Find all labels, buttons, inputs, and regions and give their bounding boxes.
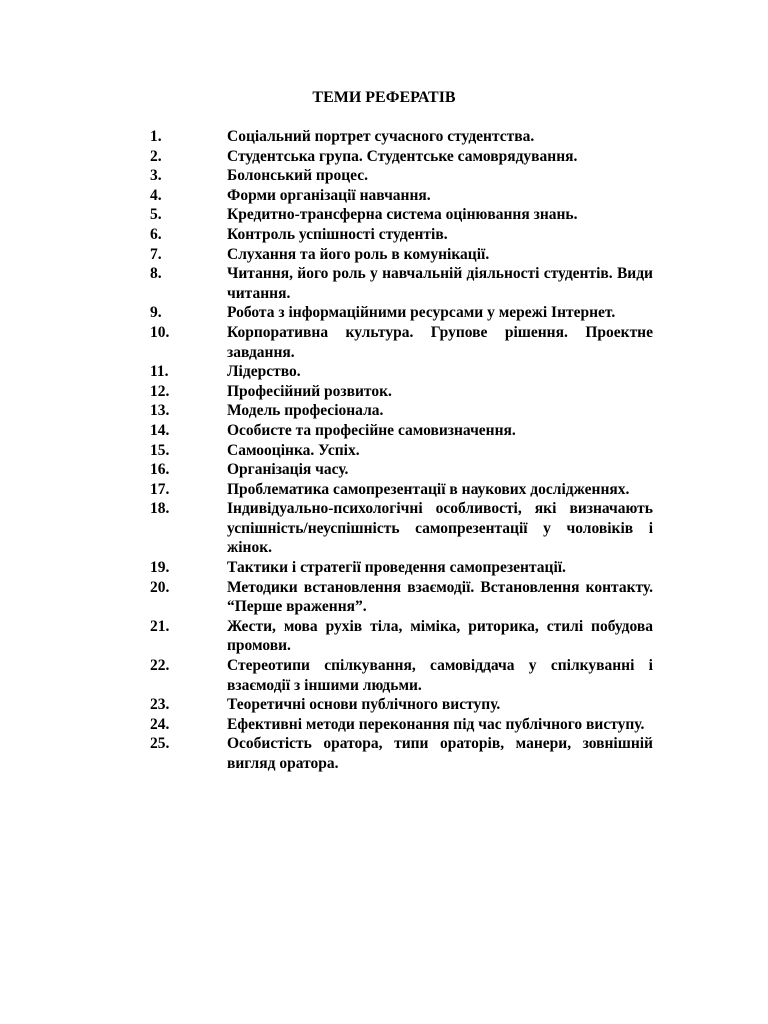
list-item [150, 656, 653, 695]
topic-number: 12. [150, 382, 170, 400]
topic-number: 10. [150, 323, 170, 341]
list-item [150, 460, 653, 480]
topic-text: Робота з інформаційними ресурсами у мережі Інтернет. [227, 304, 616, 322]
topic-text: Особистість оратора, типи ораторів, манери, зовнішній вигляд оратора. [227, 735, 653, 772]
list-item [150, 558, 653, 578]
list-item [150, 480, 653, 500]
topic-text: Професійний розвиток. [227, 382, 392, 400]
topic-text: Контроль успішності студентів. [227, 225, 448, 243]
topic-number: 5. [150, 206, 162, 224]
topic-number: 9. [150, 304, 162, 322]
list-item [150, 166, 653, 186]
list-item [150, 225, 653, 245]
topic-text: Ефективні методи переконання під час публічного виступу. [227, 715, 645, 733]
topic-number: 2. [150, 147, 162, 165]
topic-number: 23. [150, 696, 170, 714]
topic-text: Кредитно-трансферна система оцінювання знань. [227, 206, 578, 224]
list-item [150, 734, 653, 773]
topic-number: 3. [150, 167, 162, 185]
topic-text: Читання, його роль у навчальній діяльності студентів. Види читання. [227, 265, 653, 302]
topic-text: Болонський процес. [227, 167, 368, 185]
list-item [150, 303, 653, 323]
topic-number: 17. [150, 480, 170, 498]
list-item [150, 264, 653, 303]
topic-text: Організація часу. [227, 461, 349, 479]
list-item [150, 715, 653, 735]
topic-text: Студентська група. Студентське самоврядування. [227, 147, 578, 165]
topic-text: Тактики і стратегії проведення самопрезентації. [227, 559, 566, 577]
topic-text: Соціальний портрет сучасного студентства. [227, 128, 535, 145]
topic-number: 19. [150, 559, 170, 577]
list-item [150, 186, 653, 206]
topic-list [150, 127, 653, 774]
topic-number: 25. [150, 735, 170, 753]
topic-text: Корпоративна культура. Групове рішення. Проектне завдання. [227, 323, 653, 361]
topic-text: Жести, мова рухів тіла, міміка, риторика, стилі побудова промови. [227, 617, 653, 655]
list-item [150, 205, 653, 225]
topic-text: Особисте та професійне самовизначення. [227, 421, 516, 439]
topic-text: Форми організації навчання. [227, 186, 431, 204]
list-item [150, 362, 653, 382]
topic-number: 21. [150, 617, 170, 635]
topic-number: 11. [150, 363, 169, 381]
topic-text: Модель професіонала. [227, 402, 384, 420]
topic-text: Самооцінка. Успіх. [227, 441, 360, 459]
list-item [150, 421, 653, 441]
list-item [150, 617, 653, 656]
topic-text: Слухання та його роль в комунікації. [227, 245, 490, 263]
topic-text: Індивідуально-психологічні особливості, які визначають успішність/неуспішність самопрезентації у чоловіків і жінок. [227, 500, 653, 557]
topic-number: 14. [150, 421, 170, 439]
topic-text: Лідерство. [227, 363, 301, 381]
topic-number: 6. [150, 225, 162, 243]
list-item [150, 147, 653, 167]
topic-number: 13. [150, 402, 170, 420]
topic-number: 22. [150, 657, 170, 675]
topic-number: 20. [150, 578, 170, 596]
list-item [150, 323, 653, 362]
topic-number: 24. [150, 715, 170, 733]
topic-text: Методики встановлення взаємодії. Встановлення контакту. “Перше враження”. [227, 578, 653, 616]
list-item [150, 695, 653, 715]
topic-text: Стереотипи спілкування, самовіддача у спілкуванні і взаємодії з іншими людьми. [227, 657, 653, 694]
topic-number: 1. [150, 128, 162, 145]
topic-number: 15. [150, 441, 170, 459]
list-item [150, 245, 653, 265]
list-item [150, 578, 653, 617]
list-item [150, 401, 653, 421]
list-item [150, 127, 653, 147]
topic-text: Теоретичні основи публічного виступу. [227, 696, 501, 714]
page-title: ТЕМИ РЕФЕРАТІВ [312, 89, 456, 106]
list-item [150, 382, 653, 402]
list-item [150, 441, 653, 461]
topic-number: 18. [150, 500, 170, 518]
topic-number: 8. [150, 265, 162, 283]
list-item [150, 499, 653, 558]
topic-number: 4. [150, 186, 162, 204]
topic-number: 16. [150, 461, 170, 479]
topic-text: Проблематика самопрезентації в наукових дослідженнях. [227, 480, 630, 498]
topic-number: 7. [150, 245, 162, 263]
